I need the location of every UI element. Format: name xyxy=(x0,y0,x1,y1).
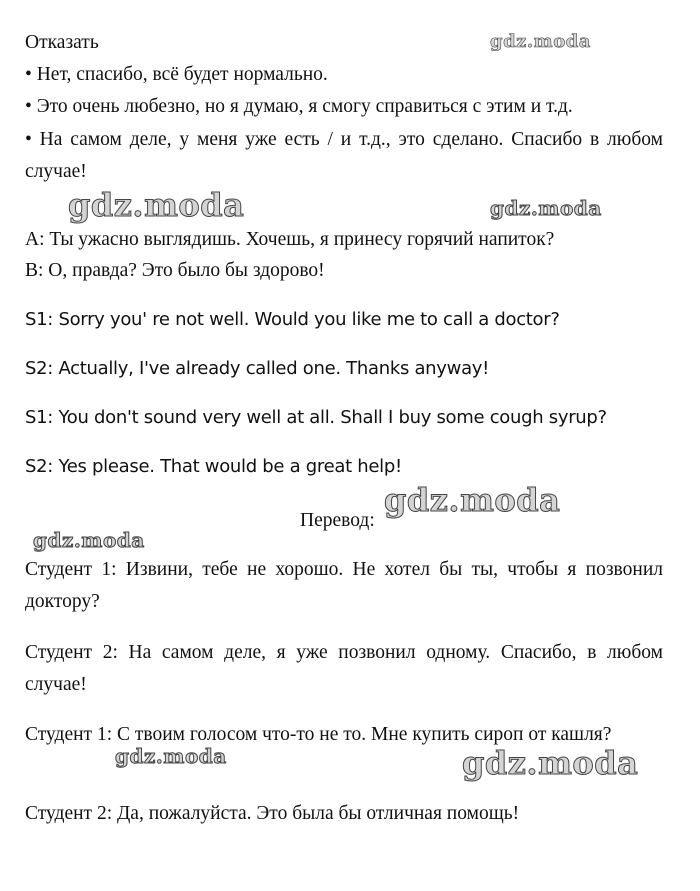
watermark-logo: gdz.moda xyxy=(33,528,145,552)
english-line-4: S2: Yes please. That would be a great help! xyxy=(25,456,402,477)
dialogue-line-a: А: Ты ужасно выглядишь. Хочешь, я принесу горячий напиток? xyxy=(25,229,555,250)
translation-line-2: Студент 2: На самом деле, я уже позвонил одному. Спасибо, в любом случае! xyxy=(25,642,663,695)
translation-line-1: Студент 1: Извини, тебе не хорошо. Не хотел бы ты, чтобы я позвонил доктору? xyxy=(25,559,663,612)
english-line-3: S1: You don't sound very well at all. Shall I buy some cough syrup? xyxy=(25,407,607,428)
english-line-1: S1: Sorry you' re not well. Would you like me to call a doctor? xyxy=(25,309,560,330)
dialogue-line-b: В: О, правда? Это было бы здорово! xyxy=(25,260,325,281)
refuse-bullet-1: • Нет, спасибо, всё будет нормально. xyxy=(25,64,328,85)
english-line-2: S2: Actually, I've already called one. Thanks anyway! xyxy=(25,358,490,379)
refuse-bullet-3: • На самом деле, у меня уже есть / и т.д., это сделано. Спасибо в любом случае! xyxy=(25,129,663,182)
refuse-heading: Отказать xyxy=(25,32,99,53)
refuse-bullet-2: • Это очень любезно, но я думаю, я смогу справиться с этим и т.д. xyxy=(25,96,573,117)
watermark-logo: gdz.moda xyxy=(115,744,227,768)
watermark-logo: gdz.moda xyxy=(490,31,591,52)
translation-label: Перевод: xyxy=(300,510,375,531)
watermark-logo: gdz.moda xyxy=(490,196,602,220)
translation-line-4: Студент 2: Да, пожалуйста. Это была бы отличная помощь! xyxy=(25,803,520,824)
watermark-logo: gdz.moda xyxy=(462,744,639,782)
watermark-logo: gdz.moda xyxy=(384,481,561,519)
translation-line-3: Студент 1: С твоим голосом что-то не то. Мне купить сироп от кашля? xyxy=(25,724,612,745)
watermark-logo: gdz.moda xyxy=(68,186,245,224)
